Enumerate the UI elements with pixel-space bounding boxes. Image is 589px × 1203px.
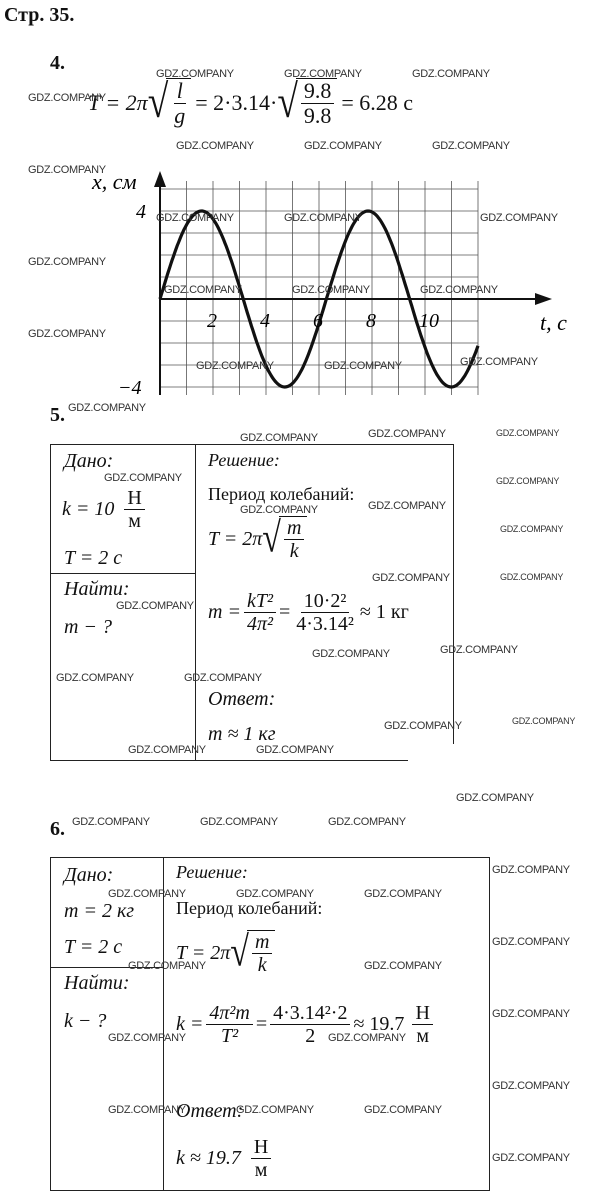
- p6-k-formula: k = $\frac{\text{4π²m}}{\text{T²}}$ = $\frac{\text{4·3.14²·2}}{2}$ ≈ 19.7 $\frac{Н}{м}$: [176, 1002, 436, 1047]
- p6-answer: [176, 1136, 274, 1181]
- watermark-text: GDZ.COMPANY: [364, 888, 442, 900]
- p5-frac1-den: 4π²: [246, 613, 273, 635]
- watermark-text: GDZ.COMPANY: [368, 500, 446, 512]
- watermark-text: GDZ.COMPANY: [292, 284, 370, 296]
- p5-answer-title: Ответ:: [208, 688, 276, 710]
- watermark-text: GDZ.COMPANY: [108, 1104, 186, 1116]
- watermark-text: GDZ.COMPANY: [460, 356, 538, 368]
- watermark-text: GDZ.COMPANY: [104, 472, 182, 484]
- problem-6-number: 6.: [50, 818, 65, 840]
- x-tick-label: 8: [366, 310, 376, 332]
- watermark-text: GDZ.COMPANY: [108, 888, 186, 900]
- x-axis-label: t, с: [540, 310, 567, 335]
- watermark-text: GDZ.COMPANY: [512, 716, 576, 726]
- watermark-text: GDZ.COMPANY: [156, 212, 234, 224]
- sqrt2-num: 9.8: [301, 79, 335, 104]
- watermark-text: GDZ.COMPANY: [236, 888, 314, 900]
- p5-find-title: Найти:: [64, 578, 130, 600]
- watermark-text: GDZ.COMPANY: [412, 68, 490, 80]
- watermark-text: GDZ.COMPANY: [420, 284, 498, 296]
- watermark-text: GDZ.COMPANY: [328, 1032, 406, 1044]
- watermark-text: GDZ.COMPANY: [156, 68, 234, 80]
- watermark-text: GDZ.COMPANY: [284, 212, 362, 224]
- p6-given-T: T = 2 с: [64, 936, 123, 958]
- watermark-text: GDZ.COMPANY: [456, 792, 534, 804]
- watermark-text: GDZ.COMPANY: [328, 816, 406, 828]
- watermark-text: GDZ.COMPANY: [372, 572, 450, 584]
- sqrt1-num: l: [174, 79, 186, 104]
- problem-4-number: 4.: [50, 52, 65, 74]
- p5-frac2-num: 10·2²: [301, 590, 350, 613]
- watermark-text: GDZ.COMPANY: [28, 92, 106, 104]
- p6-unit-num: Н: [412, 1002, 432, 1025]
- x-tick-label: 4: [260, 310, 270, 332]
- sqrt-numeric: √ $\frac{9.8}{9.8}$: [277, 78, 337, 128]
- p5-given-k-value: k = 10: [62, 498, 115, 520]
- p6-sqrt-num: m: [252, 931, 272, 954]
- y-tick-label: 4: [136, 201, 146, 223]
- p5-solution-title: Решение:: [208, 450, 280, 470]
- watermark-text: GDZ.COMPANY: [128, 744, 206, 756]
- watermark-text: GDZ.COMPANY: [312, 648, 390, 660]
- p6-given-title: Дано:: [64, 864, 114, 886]
- watermark-text: GDZ.COMPANY: [492, 1080, 570, 1092]
- p6-given-m: m = 2 кг: [64, 900, 135, 922]
- watermark-text: GDZ.COMPANY: [256, 744, 334, 756]
- p6-answer-value: k ≈ 19.7: [176, 1147, 241, 1169]
- p5-m-result: ≈ 1 кг: [359, 601, 409, 623]
- sqrt1-den: g: [174, 103, 186, 129]
- p5-unit-num: Н: [124, 487, 144, 510]
- p6-sqrt-den: k: [257, 954, 267, 976]
- watermark-text: GDZ.COMPANY: [236, 1104, 314, 1116]
- watermark-text: GDZ.COMPANY: [116, 600, 194, 612]
- p5-answer: m ≈ 1 кг: [208, 723, 276, 745]
- p6-frac1-num: 4π²m: [206, 1002, 252, 1025]
- p5-given-title: Дано:: [64, 450, 114, 472]
- problem-4-formula: [88, 78, 413, 128]
- x-tick-label: 2: [207, 310, 217, 332]
- p6-formula-T-lhs: T = 2π: [176, 941, 231, 964]
- p6-unit-den: м: [416, 1025, 429, 1047]
- watermark-text: GDZ.COMPANY: [304, 140, 382, 152]
- watermark-text: GDZ.COMPANY: [368, 428, 446, 440]
- watermark-text: GDZ.COMPANY: [240, 432, 318, 444]
- watermark-text: GDZ.COMPANY: [128, 960, 206, 972]
- p6-find: k − ?: [64, 1010, 107, 1032]
- x-tick-label: 6: [313, 310, 323, 332]
- period-formula-lhs: T = 2π: [88, 90, 148, 116]
- p6-frac1-den: T²: [221, 1025, 239, 1047]
- watermark-text: GDZ.COMPANY: [324, 360, 402, 372]
- p6-k-lhs: k =: [176, 1013, 204, 1035]
- watermark-text: GDZ.COMPANY: [492, 1008, 570, 1020]
- p6-answer-unit-den: м: [254, 1159, 268, 1181]
- p5-given-T: T = 2 с: [64, 547, 123, 569]
- watermark-text: GDZ.COMPANY: [492, 864, 570, 876]
- watermark-text: GDZ.COMPANY: [56, 672, 134, 684]
- watermark-text: GDZ.COMPANY: [240, 504, 318, 516]
- watermark-text: GDZ.COMPANY: [184, 672, 262, 684]
- problem-5-number: 5.: [50, 404, 65, 426]
- watermark-text: GDZ.COMPANY: [284, 68, 362, 80]
- p5-sqrt-num: m: [284, 517, 304, 540]
- y-axis-arrow: [154, 171, 166, 187]
- watermark-text: GDZ.COMPANY: [176, 140, 254, 152]
- watermark-text: GDZ.COMPANY: [28, 164, 106, 176]
- p6-solution-title: Решение:: [176, 862, 248, 882]
- p6-frac2-den: 2: [305, 1025, 316, 1047]
- watermark-text: GDZ.COMPANY: [28, 328, 106, 340]
- watermark-text: GDZ.COMPANY: [480, 212, 558, 224]
- p5-sqrt-den: k: [289, 540, 299, 562]
- formula-result: = 6.28 с: [341, 90, 414, 116]
- page-title: Стр. 35.: [4, 4, 75, 26]
- p6-k-result: ≈ 19.7: [353, 1013, 405, 1035]
- p6-formula-T: T = 2π √ $\frac{m}{k}$: [176, 930, 275, 976]
- sqrt2-den: 9.8: [303, 103, 332, 129]
- p5-frac1-num: kT²: [244, 590, 276, 613]
- watermark-text: GDZ.COMPANY: [28, 256, 106, 268]
- watermark-text: GDZ.COMPANY: [432, 140, 510, 152]
- p6-frac2-num: 4·3.14²·2: [270, 1002, 350, 1025]
- p6-answer-unit-num: Н: [251, 1136, 271, 1159]
- watermark-text: GDZ.COMPANY: [496, 476, 560, 486]
- watermark-text: GDZ.COMPANY: [364, 960, 442, 972]
- watermark-text: GDZ.COMPANY: [68, 402, 146, 414]
- p5-frac2-den: 4·3.14²: [296, 613, 354, 635]
- watermark-text: GDZ.COMPANY: [72, 816, 150, 828]
- x-axis-arrow: [535, 293, 552, 305]
- x-tick-label: 10: [419, 310, 439, 332]
- watermark-text: GDZ.COMPANY: [496, 428, 560, 438]
- p5-find: m − ?: [64, 616, 112, 638]
- p5-m-lhs: m =: [208, 601, 241, 623]
- y-axis-label: x, см: [92, 169, 137, 194]
- formula-middle: = 2·3.14·: [195, 90, 278, 116]
- watermark-text: GDZ.COMPANY: [196, 360, 274, 372]
- watermark-text: GDZ.COMPANY: [108, 1032, 186, 1044]
- watermark-text: GDZ.COMPANY: [500, 572, 564, 582]
- watermark-text: GDZ.COMPANY: [384, 720, 462, 732]
- y-tick-label: −4: [118, 377, 142, 395]
- watermark-text: GDZ.COMPANY: [164, 284, 242, 296]
- watermark-text: GDZ.COMPANY: [492, 1152, 570, 1164]
- watermark-text: GDZ.COMPANY: [492, 936, 570, 948]
- p5-period-label: Период колебаний:: [208, 484, 355, 504]
- watermark-text: GDZ.COMPANY: [364, 1104, 442, 1116]
- sqrt-l-over-g: √ $\frac{l}{g}$: [148, 78, 192, 128]
- p5-formula-T-lhs: T = 2π: [208, 527, 263, 550]
- p6-find-title: Найти:: [64, 972, 130, 994]
- watermark-text: GDZ.COMPANY: [500, 524, 564, 534]
- p5-formula-T: T = 2π √ $\frac{m}{k}$: [208, 516, 307, 562]
- watermark-text: GDZ.COMPANY: [200, 816, 278, 828]
- p5-mass-formula: m = $\frac{\text{kT²}}{\text{4π²}}$ = $\frac{\text{10·2²}}{\text{4·3.14²}}$ ≈ 1 кг: [208, 590, 409, 635]
- p5-unit-den: м: [128, 510, 141, 532]
- p6-answer-title: Ответ:: [176, 1100, 244, 1122]
- watermark-text: GDZ.COMPANY: [440, 644, 518, 656]
- p6-period-label: Период колебаний:: [176, 898, 323, 918]
- p5-given-k: [62, 487, 148, 532]
